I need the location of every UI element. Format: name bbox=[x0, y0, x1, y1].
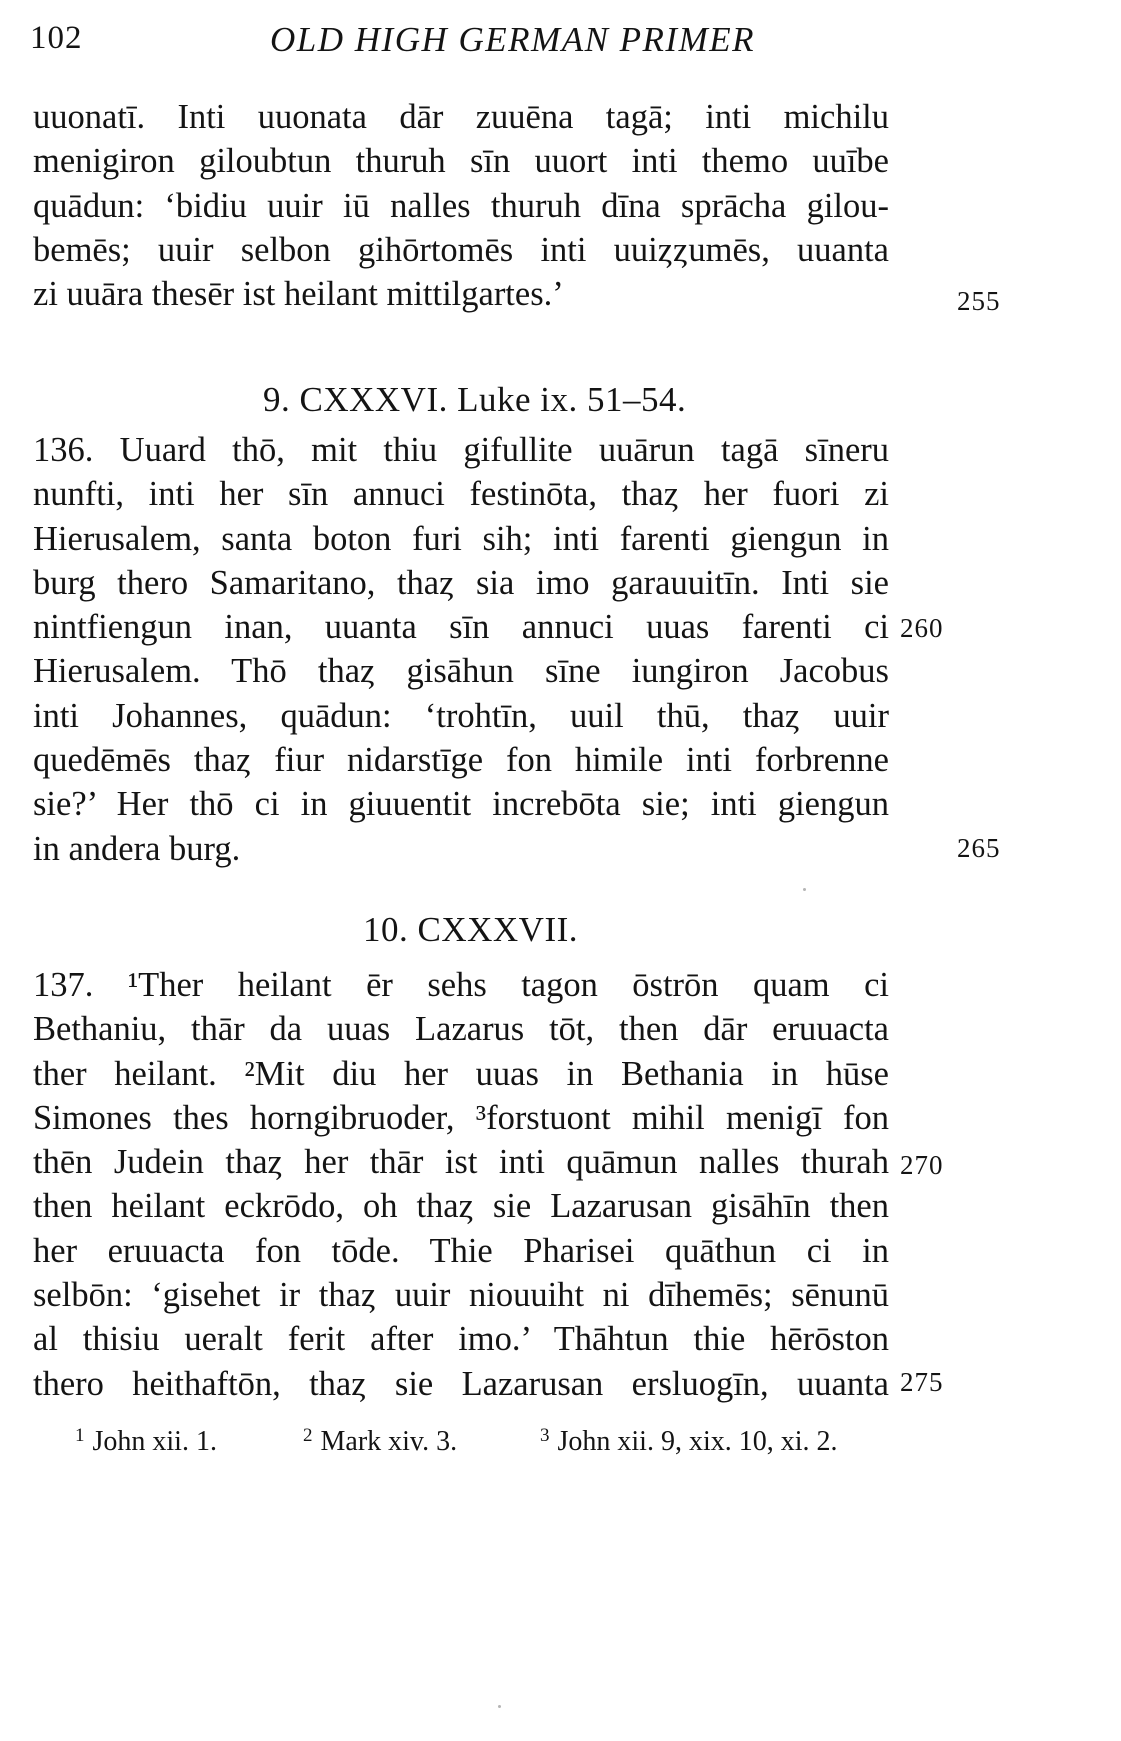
footnote-mark: 3 bbox=[540, 1425, 550, 1446]
line-number-255: 255 bbox=[957, 286, 1001, 316]
section-heading-9: 9. CXXXVI. Luke ix. 51–54. bbox=[263, 380, 687, 419]
text-line: in andera burg. bbox=[33, 829, 241, 868]
footnote-text: Mark xiv. 3. bbox=[320, 1426, 458, 1457]
text-line: quedēmēs thaȥ fiur nidarstīge fon himile inti forbrenne bbox=[33, 741, 889, 780]
section-9-paragraph bbox=[33, 428, 889, 871]
text-line: ther heilant. ²Mit diu her uuas in Bethania in hūse bbox=[33, 1054, 889, 1093]
text-line: inti Johannes, quādun: ‘trohtīn, uuil thū, thaȥ uuir bbox=[33, 696, 889, 735]
footnotes bbox=[75, 1425, 905, 1465]
running-head bbox=[30, 20, 1030, 70]
text-line: thēn Judein thaȥ her thār ist inti quāmun nalles thurah bbox=[33, 1143, 889, 1182]
text-line: nintfiengun inan, uuanta sīn annuci uuas farenti ci bbox=[33, 608, 889, 647]
text-line: 137. ¹Ther heilant ēr sehs tagon ōstrōn quam ci bbox=[33, 966, 889, 1004]
line-number-265: 265 bbox=[957, 833, 1001, 863]
footnote-2 bbox=[303, 1425, 457, 1458]
text-line: zi uuāra thesēr ist heilant mittilgartes.’ bbox=[33, 275, 564, 314]
text-line: Hierusalem. Thō thaȥ gisāhun sīne iungiron Jacobus bbox=[33, 652, 889, 691]
footnote-text: John xii. 1. bbox=[92, 1426, 217, 1457]
text-line: bemēs; uuir selbon gihōrtomēs inti uuiȥȥumēs, uuanta bbox=[33, 230, 889, 269]
footnote-1 bbox=[75, 1425, 217, 1458]
line-number-260: 260 bbox=[900, 613, 944, 643]
footnote-mark: 1 bbox=[75, 1425, 85, 1446]
text-line: Bethaniu, thār da uuas Lazarus tōt, then dār eruuacta bbox=[33, 1010, 889, 1049]
text-line: then heilant eckrōdo, oh thaȥ sie Lazarusan gisāhīn then bbox=[33, 1187, 889, 1226]
text-line: burg thero Samaritano, thaȥ sia imo garauuitīn. Inti sie bbox=[33, 563, 889, 602]
text-line: uuonatī. Inti uuonata dār zuuēna tagā; inti michilu bbox=[33, 98, 889, 136]
text-line: Hierusalem, santa boton furi sih; inti farenti giengun in bbox=[33, 519, 889, 558]
text-line: 136. Uuard thō, mit thiu gifullite uuārun tagā sīneru bbox=[33, 431, 889, 469]
text-line: selbōn: ‘gisehet ir thaȥ uuir niouuiht ni dīhemēs; sēnunū bbox=[33, 1276, 889, 1315]
scan-speck bbox=[803, 888, 806, 891]
footnote-3 bbox=[540, 1425, 838, 1458]
text-line: her eruuacta fon tōde. Thie Pharisei quāthun ci in bbox=[33, 1231, 889, 1270]
scan-speck bbox=[498, 1705, 501, 1708]
text-line: thero heithaftōn, thaȥ sie Lazarusan ersluogīn, uuanta bbox=[33, 1364, 889, 1403]
line-number-275: 275 bbox=[900, 1367, 944, 1397]
section-heading-10: 10. CXXXVII. bbox=[363, 910, 579, 949]
running-title: OLD HIGH GERMAN PRIMER bbox=[270, 20, 755, 59]
section-10-paragraph bbox=[33, 963, 889, 1406]
text-line: quādun: ‘bidiu uuir iū nalles thuruh dīna sprācha gilou- bbox=[33, 186, 889, 225]
text-line: nunfti, inti her sīn annuci festinōta, thaȥ her fuori zi bbox=[33, 475, 889, 514]
text-line: Simones thes horngibruoder, ³forstuont mihil menigī fon bbox=[33, 1098, 889, 1137]
paragraph-continuation bbox=[33, 95, 889, 316]
text-line: menigiron giloubtun thuruh sīn uuort inti themo uuībe bbox=[33, 142, 889, 181]
text-line: al thisiu ueralt ferit after imo.’ Thāhtun thie hērōston bbox=[33, 1320, 889, 1359]
footnote-mark: 2 bbox=[303, 1425, 313, 1446]
text-line: sie?’ Her thō ci in giuuentit increbōta sie; inti giengun bbox=[33, 785, 889, 824]
page-number: 102 bbox=[30, 20, 83, 56]
footnote-text: John xii. 9, xix. 10, xi. 2. bbox=[557, 1426, 838, 1457]
line-number-270: 270 bbox=[900, 1150, 944, 1180]
